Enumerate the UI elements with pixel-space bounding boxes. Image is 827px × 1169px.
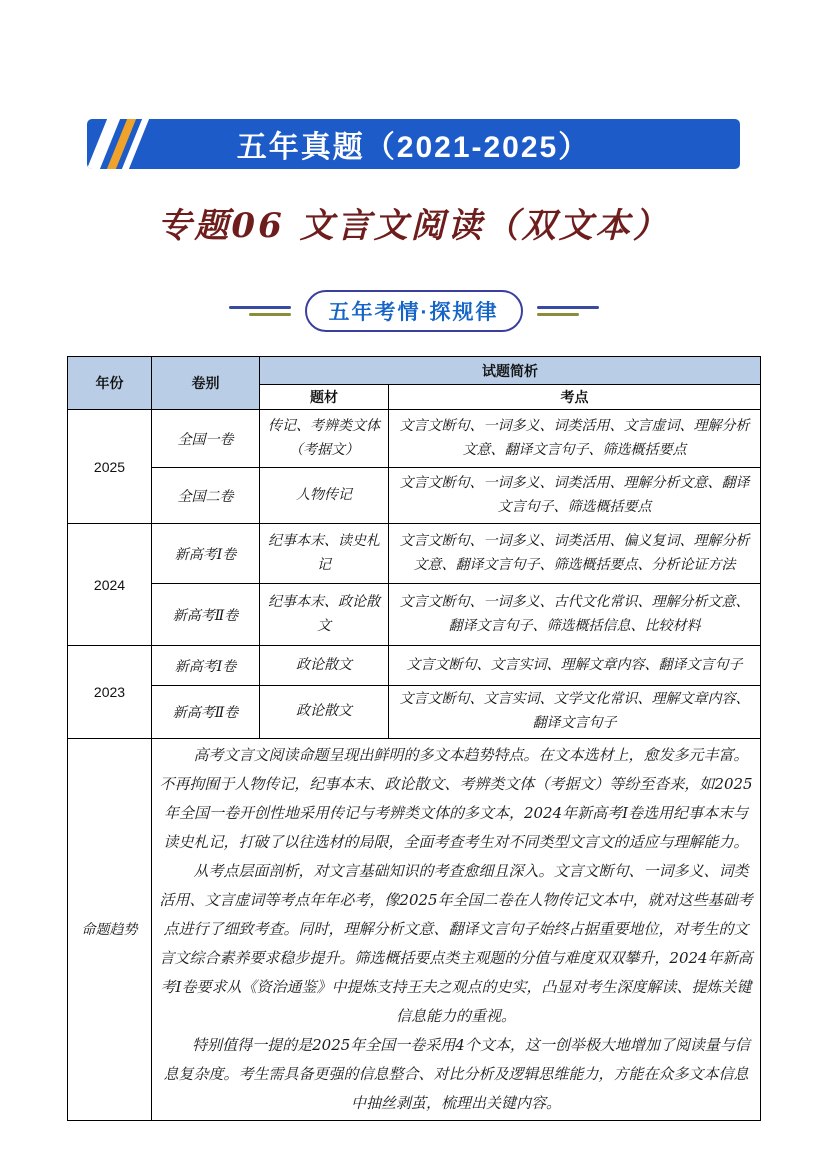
points-cell: 文言文断句、一词多义、古代文化常识、理解分析文意、翻译文言句子、筛选概括信息、比较材料 [389,584,761,646]
banner [87,119,740,169]
table-row [68,468,761,524]
table-row [68,646,761,686]
points-cell: 文言文断句、一词多义、词类活用、偏义复词、理解分析文意、翻译文言句子、筛选概括要点、分析论证方法 [389,524,761,584]
table-row [68,524,761,584]
trend-paragraph-2: 从考点层面剖析，对文言基础知识的考查愈细且深入。文言文断句、一词多义、词类活用、文言虚词等考点年年必考，像2025年全国二卷在人物传记文本中，就对这些基础考点进行了细致考查。同时，理解分析文意、翻译文言句子始终占据重要地位，对考生的文言文综合素养要求稳步提升。筛选概括要点类主观题的分值与难度双双攀升，2024年新高考Ⅰ卷要求从《资治通鉴》中提炼支持王夫之观点的史实，凸显对考生深度解读、提炼关键信息能力的重视。 [159,861,753,1025]
paper-cell: 新高考Ⅱ卷 [152,584,260,646]
col-header-paper: 卷别 [152,357,260,410]
points-cell: 文言文断句、文言实词、文学文化常识、理解文章内容、翻译文言句子 [389,686,761,739]
material-cell: 人物传记 [260,468,389,524]
table-row [68,584,761,646]
trend-paragraph-3: 特别值得一提的是2025年全国一卷采用4个文本，这一创举极大地增加了阅读量与信息复杂度。考生需具备更强的信息整合、对比分析及逻辑思维能力，方能在众多文本信息中抽丝剥茧，梳理出关键内容。 [163,1035,750,1112]
trend-content [152,738,761,1120]
year-cell-2025: 2025 [68,410,152,524]
col-header-year: 年份 [68,357,152,410]
paper-cell: 新高考Ⅰ卷 [152,646,260,686]
points-cell: 文言文断句、一词多义、词类活用、理解分析文意、翻译文言句子、筛选概括要点 [389,468,761,524]
paper-cell: 全国一卷 [152,410,260,468]
deco-line-left [229,306,291,316]
paper-cell: 新高考Ⅰ卷 [152,524,260,584]
table-row [68,410,761,468]
paper-cell: 新高考Ⅱ卷 [152,686,260,739]
year-cell-2023: 2023 [68,646,152,739]
banner-title: 五年真题（2021-2025） [236,131,591,164]
section-header [0,290,827,332]
deco-line-right [537,306,599,316]
table-row [68,686,761,739]
year-cell-2024: 2024 [68,524,152,646]
col-header-points: 考点 [389,385,761,410]
material-cell: 政论散文 [260,646,389,686]
points-cell: 文言文断句、一词多义、词类活用、文言虚词、理解分析文意、翻译文言句子、筛选概括要点 [389,410,761,468]
exam-analysis-table [67,356,761,1121]
points-cell: 文言文断句、文言实词、理解文章内容、翻译文言句子 [389,646,761,686]
page-title: 专题06 文言文阅读（双文本） [157,206,670,246]
material-cell: 纪事本末、政论散文 [260,584,389,646]
trend-label: 命题趋势 [68,738,152,1120]
col-header-material: 题材 [260,385,389,410]
material-cell: 政论散文 [260,686,389,739]
material-cell: 纪事本末、读史札记 [260,524,389,584]
table-row-trend [68,738,761,1120]
col-header-analysis: 试题简析 [260,357,761,385]
paper-cell: 全国二卷 [152,468,260,524]
trend-paragraph-1: 高考文言文阅读命题呈现出鲜明的多文本趋势特点。在文本选材上，愈发多元丰富。不再拘囿于人物传记，纪事本末、政论散文、考辨类文体（考据文）等纷至沓来，如2025年全国一卷开创性地采用传记与考辨类文体的多文本，2024年新高考Ⅰ卷选用纪事本末与读史札记，打破了以往选材的局限，全面考查考生对不同类型文言文的适应与理解能力。 [159,745,753,851]
material-cell: 传记、考辨类文体（考据文） [260,410,389,468]
section-pill-label: 五年考情·探规律 [305,290,523,332]
